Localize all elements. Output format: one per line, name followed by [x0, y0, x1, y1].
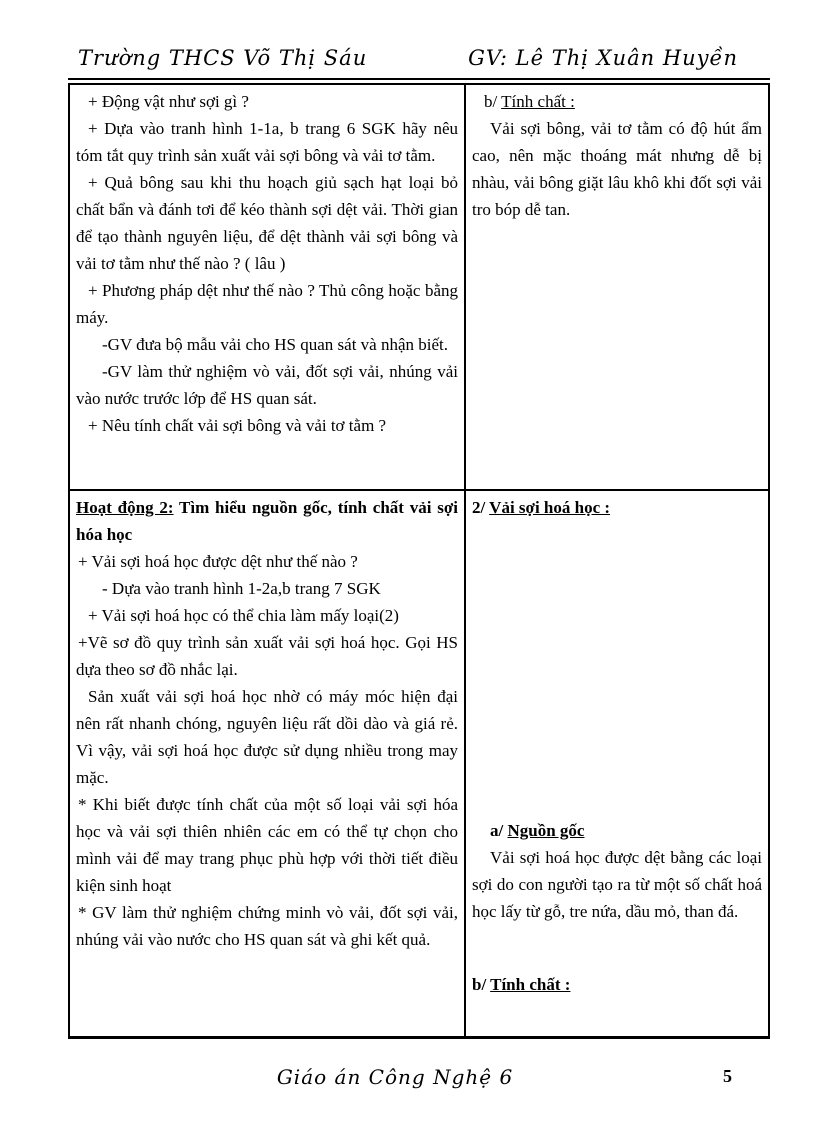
- section-prefix: 2/: [472, 498, 490, 517]
- header-teacher-name: GV: Lê Thị Xuân Huyền: [468, 46, 738, 70]
- table-row-activity1: [70, 85, 768, 489]
- question-paragraph: + Quả bông sau khi thu hoạch giủ sạch hạt loại bỏ chất bẩn và đánh tơi để kéo thành sợi dệt vải. Thời gian để tạo thành nguyên liệu, để dệt thành vải sợi bông và vải tơ tằm như thế nào ? ( lâu ): [76, 173, 458, 273]
- footer-document-title: Giáo án Công Nghệ 6: [276, 1065, 514, 1089]
- header-school-name: Trường THCS Võ Thị Sáu: [78, 46, 368, 70]
- activity2-teacher-activities-cell: [70, 491, 466, 1036]
- section-title: Tính chất :: [490, 975, 571, 994]
- page-header: [68, 46, 770, 80]
- section-body: Vải sợi hoá học được dệt bằng các loại sợi do con người tạo ra từ một số chất hoá học lấy từ gỗ, tre nứa, dầu mỏ, than đá.: [472, 848, 762, 921]
- activity2-heading: [76, 494, 458, 548]
- table-row-activity2: [70, 489, 768, 1036]
- section-body: Vải sợi bông, vải tơ tằm có độ hút ẩm cao, nên mặc thoáng mát nhưng dễ bị nhàu, vải bông giặt lâu khô khi đốt sợi vải tro bóp dễ tan.: [472, 119, 762, 219]
- question-paragraph: + Phương pháp dệt như thế nào ? Thủ công hoặc bằng máy.: [76, 281, 458, 327]
- section-title: Tính chất :: [501, 92, 575, 111]
- section-prefix: a/: [490, 821, 508, 840]
- activity1-content-cell: [466, 85, 768, 489]
- section-heading-a: [472, 817, 762, 844]
- instruction-paragraph: +Vẽ sơ đồ quy trình sản xuất vải sợi hoá học. Gọi HS dựa theo sơ đồ nhắc lại.: [76, 633, 458, 679]
- explanation-paragraph: Sản xuất vải sợi hoá học nhờ có máy móc hiện đại nên rất nhanh chóng, nguyên liệu rất dồi dào và giá rẻ. Vì vậy, vải sợi hoá học được sử dụng nhiều trong may mặc.: [76, 687, 458, 787]
- section-title: Nguồn gốc: [507, 821, 585, 840]
- question-paragraph: + Động vật như sợi gì ?: [88, 92, 249, 111]
- section-title: Vải sợi hoá học :: [489, 498, 611, 517]
- activity1-teacher-activities-cell: [70, 85, 466, 489]
- section-heading-b2: [472, 971, 762, 998]
- footer-page-number: 5: [723, 1066, 732, 1086]
- note-paragraph: * GV làm thử nghiệm chứng minh vò vải, đốt sợi vải, nhúng vải vào nước cho HS quan sát và ghi kết quả.: [76, 903, 458, 949]
- note-paragraph: * Khi biết được tính chất của một số loại vải sợi hóa học và vải sợi thiên nhiên các em có thể tự chọn cho mình vải để may trang phục phù hợp với thời tiết điều kiện sinh hoạt: [76, 795, 458, 895]
- page-footer: [68, 1065, 770, 1097]
- lesson-plan-table: [68, 83, 770, 1039]
- section-heading-b1: [472, 88, 762, 115]
- teacher-note-paragraph: -GV đưa bộ mẫu vải cho HS quan sát và nhận biết.: [102, 335, 448, 354]
- activity2-title: Tìm hiểu nguồn gốc, tính chất vải sợi hóa học: [76, 498, 458, 544]
- section-prefix: b/: [472, 975, 491, 994]
- document-page: [68, 0, 770, 1097]
- question-paragraph: + Vải sợi hoá học có thể chia làm mấy loại(2): [88, 606, 399, 625]
- activity2-content-cell: [466, 491, 768, 1036]
- question-paragraph: + Dựa vào tranh hình 1-1a, b trang 6 SGK hãy nêu tóm tắt quy trình sản xuất vải sợi bông và vải tơ tằm.: [76, 119, 458, 165]
- question-paragraph: + Vải sợi hoá học được dệt như thế nào ?: [78, 552, 358, 571]
- section-prefix: b/: [484, 92, 502, 111]
- activity2-label: Hoạt động 2:: [76, 498, 174, 517]
- teacher-note-paragraph: -GV làm thử nghiệm vò vải, đốt sợi vải, nhúng vải vào nước trước lớp để HS quan sát.: [76, 362, 458, 408]
- instruction-paragraph: - Dựa vào tranh hình 1-2a,b trang 7 SGK: [102, 579, 381, 598]
- section-heading-2: [472, 494, 762, 521]
- question-paragraph: + Nêu tính chất vải sợi bông và vải tơ tằm ?: [88, 416, 387, 435]
